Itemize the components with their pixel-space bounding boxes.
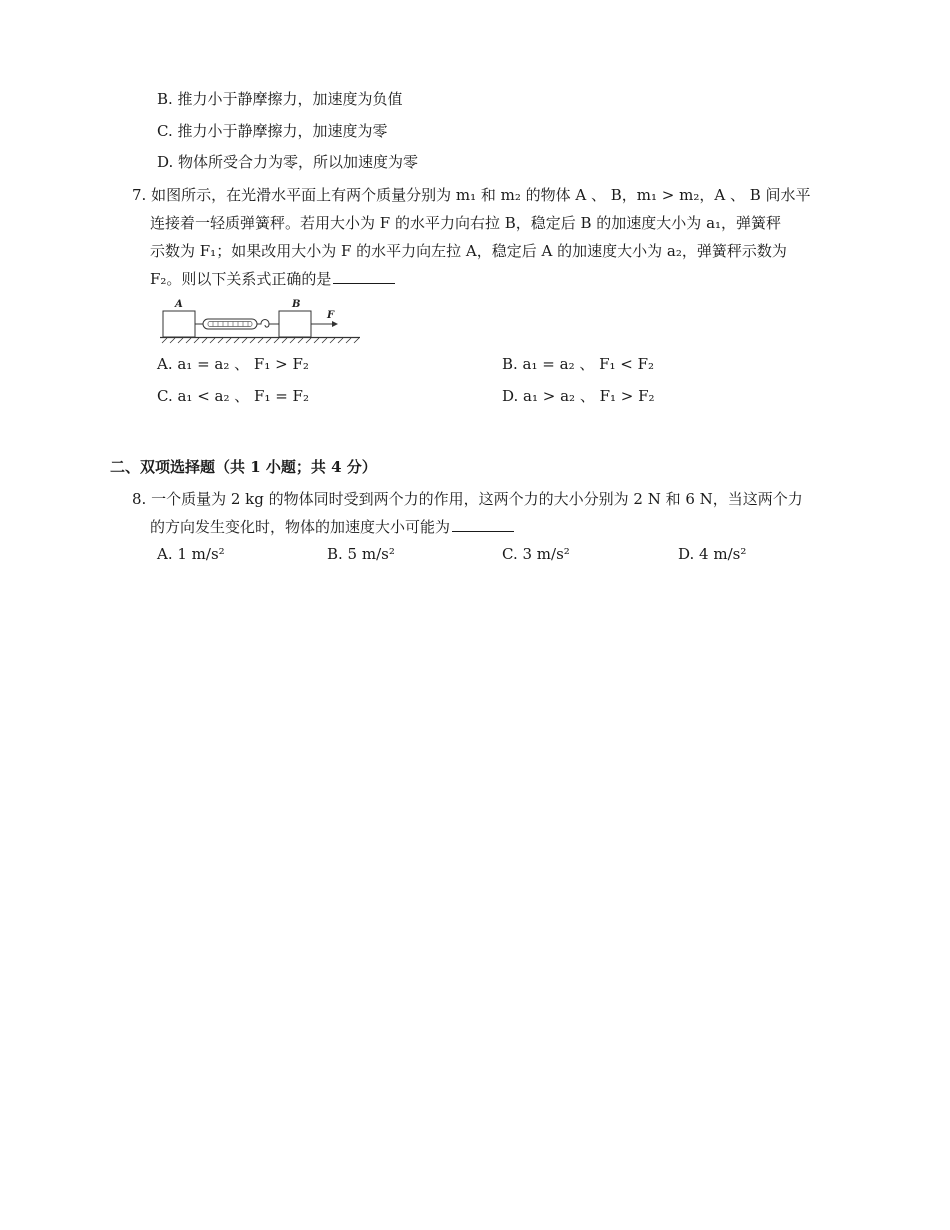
q8-option-d: D. 4 m/s² [678,545,747,563]
section-2-heading: 二、双项选择题（共 1 小题；共 4 分） [110,458,377,476]
q7-stem-line-4 [150,269,395,289]
q6-option-d: D. 物体所受合力为零，所以加速度为零 [157,153,419,171]
label-f: F [327,310,335,321]
q7-figure [160,298,365,350]
label-b: B [292,299,301,310]
q7-option-b: B. a₁ = a₂ 、 F₁ < F₂ [502,355,655,373]
q8-stem-line-2-text: 的方向发生变化时，物体的加速度大小可能为 [150,518,451,536]
q7-option-a: A. a₁ = a₂ 、 F₁ > F₂ [157,355,309,373]
q7-stem-line-3: 示数为 F₁；如果改用大小为 F 的水平力向左拉 A，稳定后 A 的加速度大小为 a₂，弹簧秤示数为 [150,242,787,260]
hook [257,320,269,328]
block-a [163,311,195,337]
q8-option-b: B. 5 m/s² [327,545,395,563]
answer-blank [452,517,514,532]
block-b [279,311,311,337]
label-a: A [175,299,183,310]
q7-stem-line-2: 连接着一轻质弹簧秤。若用大小为 F 的水平力向右拉 B，稳定后 B 的加速度大小为 a₁，弹簧秤 [150,214,782,232]
q7-option-d: D. a₁ > a₂ 、 F₁ > F₂ [502,387,655,405]
q7-option-c: C. a₁ < a₂ 、 F₁ = F₂ [157,387,309,405]
q6-option-c: C. 推力小于静摩擦力，加速度为零 [157,122,388,140]
spring-blocks-diagram [160,298,365,346]
q8-option-a: A. 1 m/s² [157,545,225,563]
q8-option-c: C. 3 m/s² [502,545,570,563]
ground-hatching [162,338,359,343]
spring-scale [203,319,257,329]
force-arrowhead [332,321,338,327]
q7-stem-line-1: 7. 如图所示，在光滑水平面上有两个质量分别为 m₁ 和 m₂ 的物体 A 、 B，m₁ > m₂，A 、 B 间水平 [132,186,811,204]
q6-option-b: B. 推力小于静摩擦力，加速度为负值 [157,90,403,108]
q7-stem-line-4-text: F₂。则以下关系式正确的是 [150,270,332,288]
q8-stem-line-1: 8. 一个质量为 2 kg 的物体同时受到两个力的作用，这两个力的大小分别为 2 N 和 6 N，当这两个力 [132,490,803,508]
answer-blank [333,269,395,284]
q8-stem-line-2 [150,517,514,537]
